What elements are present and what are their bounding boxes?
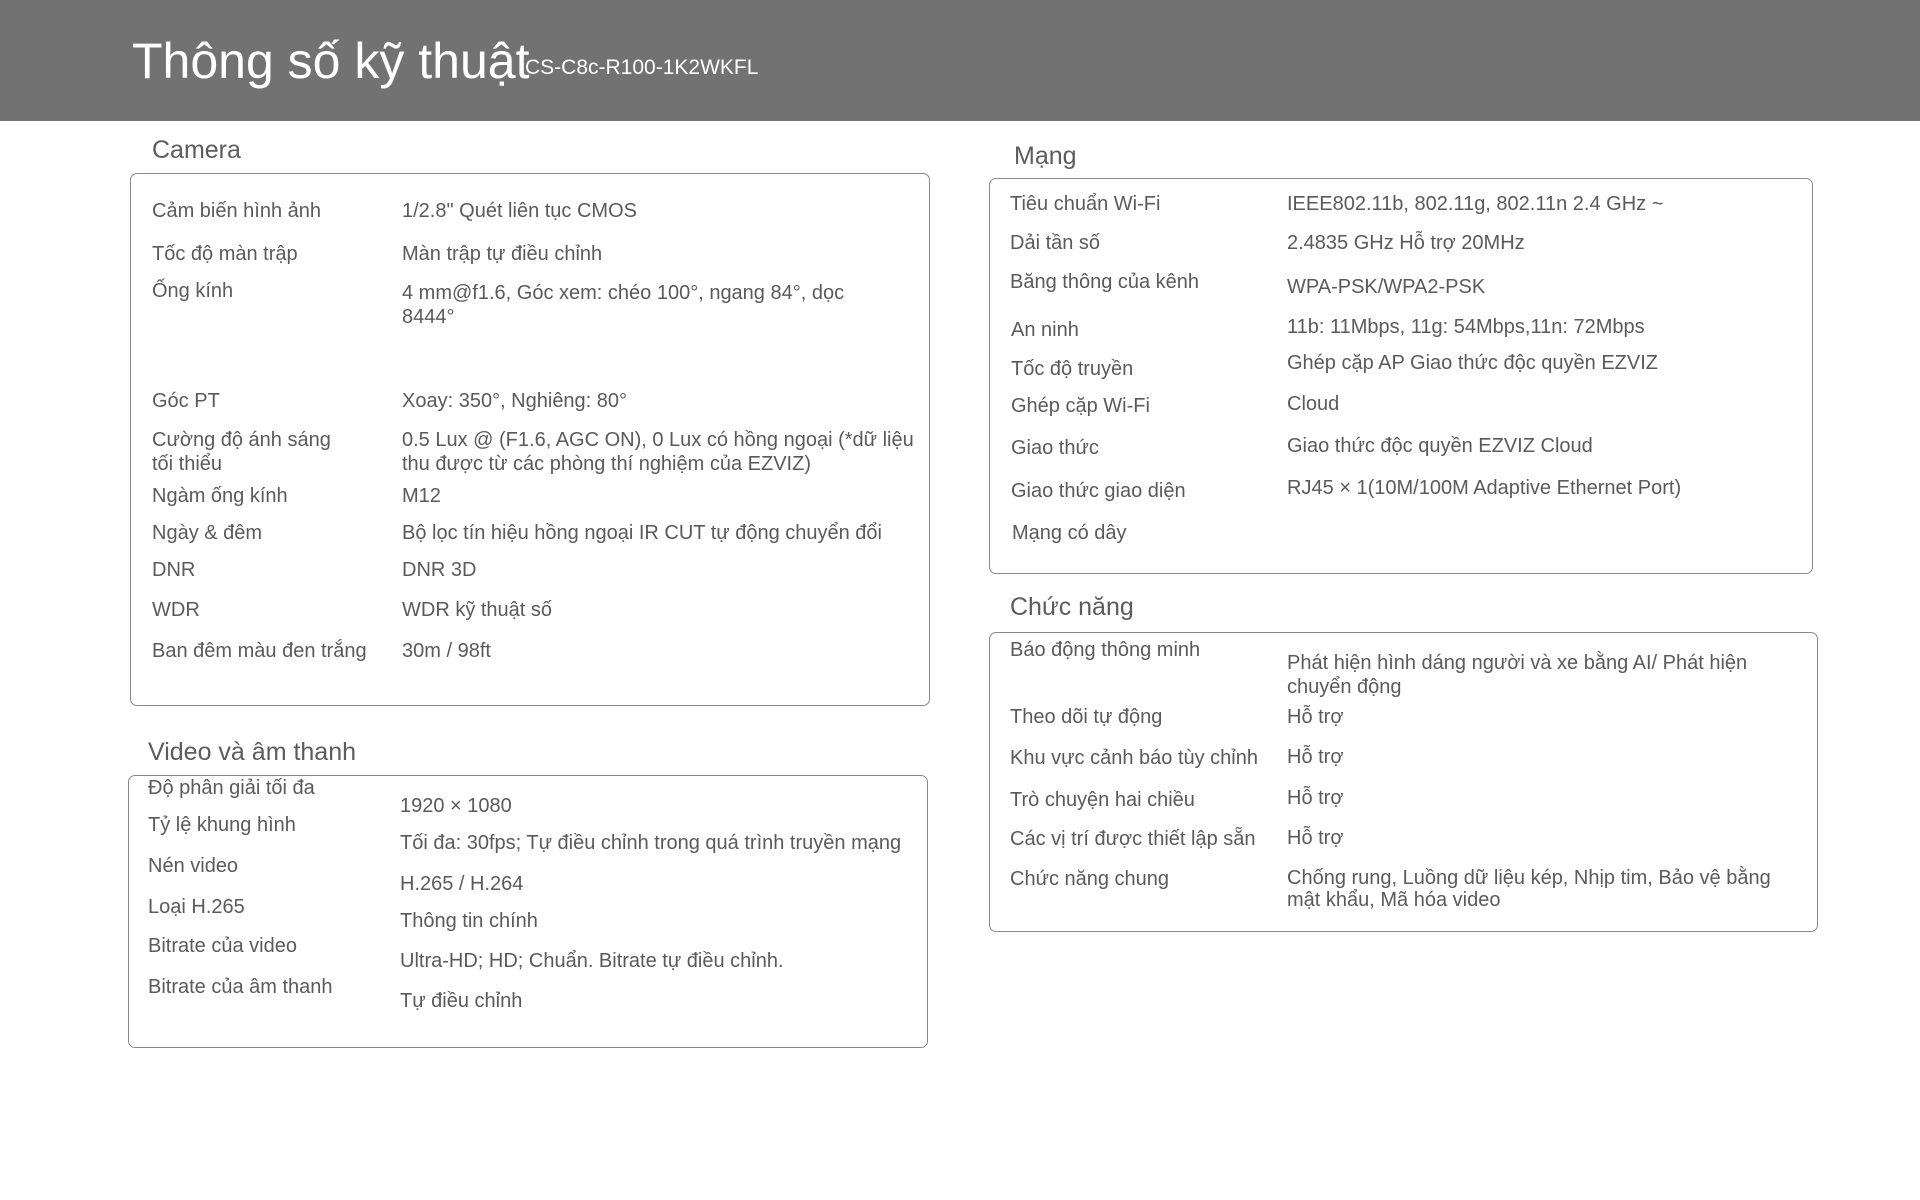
functions-section-title: Chức năng [1010, 593, 1134, 621]
spec-value: Xoay: 350°, Nghiêng: 80° [402, 390, 628, 412]
spec-label: Bitrate của video [148, 935, 297, 957]
spec-value: Hỗ trợ [1287, 746, 1344, 768]
header-bar [0, 0, 1920, 121]
video-section-title: Video và âm thanh [148, 738, 357, 766]
camera-section-title: Camera [152, 136, 241, 164]
spec-label: Tiêu chuẩn Wi-Fi [1010, 193, 1161, 215]
spec-value: Hỗ trợ [1287, 827, 1344, 849]
spec-value: 1/2.8" Quét liên tục CMOS [402, 200, 637, 222]
spec-value: RJ45 × 1(10M/100M Adaptive Ethernet Port) [1287, 477, 1682, 499]
spec-label: Ngày & đêm [152, 522, 263, 544]
spec-value: 0.5 Lux @ (F1.6, AGC ON), 0 Lux có hồng ngoại (*dữ liệu thu được từ các phòng thí nghiệm của EZVIZ) [402, 429, 914, 475]
spec-value: WPA-PSK/WPA2-PSK [1287, 276, 1486, 298]
spec-label: Cảm biến hình ảnh [152, 200, 322, 222]
spec-label: Theo dõi tự động [1010, 706, 1163, 728]
spec-label: DNR [152, 559, 196, 581]
spec-label: Góc PT [152, 390, 220, 412]
spec-value: M12 [402, 485, 441, 507]
spec-label: An ninh [1011, 319, 1079, 341]
spec-label: Ống kính [152, 280, 234, 302]
spec-label: WDR [152, 599, 200, 621]
spec-value: 4 mm@f1.6, Góc xem: chéo 100°, ngang 84°, dọc 8444° [402, 282, 845, 328]
spec-label: Ban đêm màu đen trắng [152, 640, 367, 662]
spec-label: Giao thức giao diện [1011, 480, 1186, 502]
spec-label: Báo động thông minh [1010, 639, 1201, 661]
spec-label: Các vị trí được thiết lập sẵn [1010, 828, 1256, 850]
spec-value: Màn trập tự điều chỉnh [402, 243, 603, 265]
spec-label: Tỷ lệ khung hình [148, 814, 296, 836]
spec-value: Thông tin chính [400, 910, 538, 932]
spec-value: DNR 3D [402, 559, 477, 581]
spec-label: Chức năng chung [1010, 868, 1170, 890]
spec-label: Độ phân giải tối đa [148, 777, 315, 799]
spec-label: Cường độ ánh sáng tối thiểu [152, 429, 331, 475]
spec-value: Phát hiện hình dáng người và xe bằng AI/ Phát hiện chuyển động [1287, 652, 1748, 698]
spec-value: Tối đa: 30fps; Tự điều chỉnh trong quá trình truyền mạng [400, 832, 902, 854]
spec-value: Ghép cặp AP Giao thức độc quyền EZVIZ [1287, 352, 1659, 374]
spec-value: Bộ lọc tín hiệu hồng ngoại IR CUT tự động chuyển đổi [402, 522, 882, 544]
spec-value: Cloud [1287, 393, 1340, 415]
spec-value: 11b: 11Mbps, 11g: 54Mbps,11n: 72Mbps [1287, 316, 1645, 338]
spec-label: Băng thông của kênh [1010, 271, 1200, 293]
spec-value: Giao thức độc quyền EZVIZ Cloud [1287, 435, 1593, 457]
spec-label: Loại H.265 [148, 896, 245, 918]
spec-value: Ultra-HD; HD; Chuẩn. Bitrate tự điều chỉnh. [400, 950, 784, 972]
spec-value: H.265 / H.264 [400, 873, 524, 895]
spec-label: Trò chuyện hai chiều [1010, 789, 1195, 811]
spec-label: Ghép cặp Wi-Fi [1011, 395, 1150, 417]
spec-value: IEEE802.11b, 802.11g, 802.11n 2.4 GHz ~ [1287, 193, 1664, 215]
spec-value: 30m / 98ft [402, 640, 491, 662]
spec-value: Chống rung, Luồng dữ liệu kép, Nhịp tim, Bảo vệ bằng mật khẩu, Mã hóa video [1287, 867, 1771, 911]
model-number: CS-C8c-R100-1K2WKFL [525, 56, 759, 79]
spec-label: Bitrate của âm thanh [148, 976, 333, 998]
spec-label: Giao thức [1011, 437, 1099, 459]
spec-label: Dải tần số [1010, 232, 1101, 254]
network-section-title: Mạng [1014, 142, 1077, 170]
spec-value: Hỗ trợ [1287, 706, 1344, 728]
spec-value: Tự điều chỉnh [400, 990, 523, 1012]
spec-value: WDR kỹ thuật số [402, 599, 553, 621]
spec-label: Tốc độ truyền [1011, 358, 1134, 380]
page-title: Thông số kỹ thuật [132, 33, 530, 89]
spec-value: Hỗ trợ [1287, 787, 1344, 809]
spec-value: 1920 × 1080 [400, 795, 512, 817]
spec-label: Ngàm ống kính [152, 485, 288, 507]
spec-label: Mạng có dây [1012, 522, 1127, 544]
spec-label: Khu vực cảnh báo tùy chỉnh [1010, 747, 1258, 769]
spec-label: Nén video [148, 855, 239, 877]
spec-value: 2.4835 GHz Hỗ trợ 20MHz [1287, 232, 1525, 254]
spec-label: Tốc độ màn trập [152, 243, 298, 265]
